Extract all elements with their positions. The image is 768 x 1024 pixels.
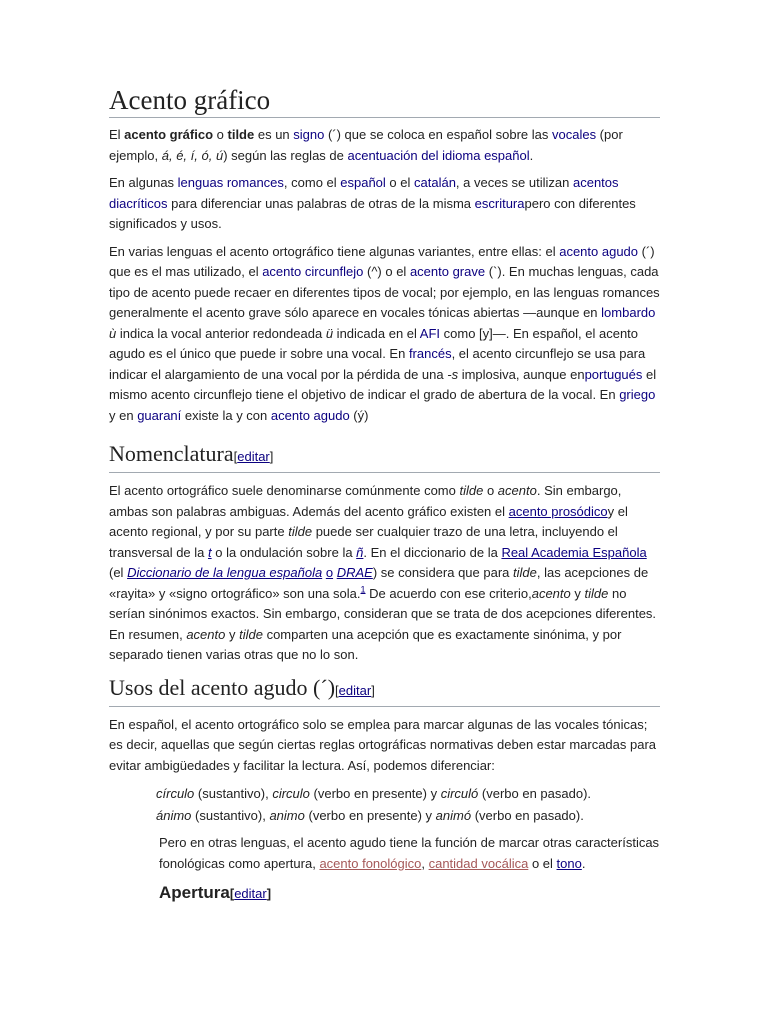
text: ) según las reglas de (223, 147, 348, 163)
text: (´) que se coloca en español sobre las (324, 127, 552, 142)
bold-term: acento gráfico (124, 127, 214, 142)
text: . En el diccionario de la (363, 544, 502, 560)
text: (verbo en presente) y (304, 808, 436, 823)
article (109, 84, 660, 906)
text: pero con diferentes significados y usos. (109, 195, 636, 231)
text: (por ejemplo, (109, 127, 623, 163)
text: o (213, 127, 228, 142)
heading-text: Usos del acento agudo (´) (109, 674, 336, 700)
example-item (156, 805, 660, 827)
edit-section-link-wrapper: [editar] (233, 449, 274, 464)
link-drae[interactable]: DRAE (336, 565, 373, 580)
edit-section-link-wrapper: [editar] (335, 682, 375, 698)
italic-text: ù (109, 325, 117, 341)
italic-text: animó (435, 808, 472, 823)
italic-text: á, é, í, ó, ú (161, 147, 224, 163)
text: no serían sinónimos exactos. Sin embargo, consideran que se trata de dos acepciones diferentes. En resumen, (109, 585, 657, 642)
link-acento-circunflejo[interactable]: acento circunflejo (262, 264, 364, 279)
intro-paragraph-3 (109, 242, 660, 427)
text: indica la vocal anterior redondeada (116, 325, 326, 341)
text: es un (254, 127, 294, 142)
usos-paragraph-2 (159, 833, 660, 874)
text: puede ser cualquier trazo de una letra, incluyendo el transversal de la (109, 524, 618, 560)
text: (verbo en presente) y (309, 786, 441, 801)
nomenclatura-paragraph (109, 481, 660, 666)
link-acentos-diacriticos[interactable]: acentos diacríticos (109, 175, 619, 211)
examples-list (109, 783, 660, 827)
text: , el acento circunflejo se usa para indicar el alargamiento de una vocal por la pérdida de una (109, 346, 646, 382)
italic-text: acento (186, 626, 226, 642)
text: comparten una acepción que es exactamente sinónima, y por separado tienen varias otras que no lo son. (109, 626, 622, 662)
text: , (421, 855, 429, 871)
italic-text: tilde (513, 565, 537, 580)
italic-text: acento (497, 483, 537, 498)
link-escritura[interactable]: escritura (474, 195, 525, 211)
edit-section-link[interactable]: editar (237, 449, 270, 464)
edit-section-link[interactable]: editar (338, 682, 372, 698)
link-acento-fonologico[interactable]: acento fonológico (319, 855, 422, 871)
text: o el (528, 855, 557, 871)
italic-text: tilde (239, 626, 263, 642)
text: (el (109, 565, 128, 580)
text: y el acento regional, y por su parte (109, 503, 628, 539)
link-afi[interactable]: AFI (419, 325, 441, 341)
indented-block (159, 833, 660, 906)
link-acento-agudo-2[interactable]: acento agudo (270, 407, 350, 423)
text: (verbo en pasado). (478, 786, 592, 801)
text: indicada en el (333, 325, 420, 341)
link-signo[interactable]: signo (293, 127, 325, 142)
link-t[interactable]: t (208, 544, 212, 560)
italic-text: ü (325, 325, 334, 341)
text: implosiva, aunque en (458, 366, 585, 382)
link-catalan[interactable]: catalán (414, 175, 456, 190)
section-heading-usos (109, 674, 660, 707)
italic-text: ánimo (156, 808, 192, 823)
link-cantidad-vocalica[interactable]: cantidad vocálica (428, 855, 529, 871)
text: como [y]—. En español, el acento agudo es el único que puede ir sobre una vocal. En (109, 325, 639, 361)
heading-text: Apertura (159, 883, 230, 902)
text: para diferenciar unas palabras de otras de la misma (167, 195, 475, 211)
text: En algunas (109, 175, 178, 190)
link-frances[interactable]: francés (408, 346, 452, 361)
italic-text: tilde (288, 524, 313, 539)
text: o (483, 483, 498, 498)
link-rae[interactable]: Real Academia Española (501, 544, 647, 560)
text: (verbo en pasado). (471, 808, 584, 823)
italic-text: tilde (584, 585, 609, 601)
italic-text: círculo (156, 786, 195, 801)
text: , las acepciones de «rayita» y «signo ortográfico» son una sola. (109, 565, 649, 601)
text: (^) o el (363, 264, 410, 279)
link-acento-grave[interactable]: acento grave (409, 264, 486, 279)
text: De acuerdo con ese criterio, (365, 585, 532, 601)
italic-text: animo (269, 808, 305, 823)
text: y en (109, 407, 138, 423)
italic-text: circuló (440, 786, 479, 801)
section-heading-apertura (159, 881, 660, 906)
link-acentuacion[interactable]: acentuación del idioma español (347, 147, 530, 163)
link-acento-prosodico[interactable]: acento prosódico (508, 503, 608, 519)
text: y (225, 626, 240, 642)
text: ) se considera que para (372, 565, 514, 580)
link-acento-agudo[interactable]: acento agudo (559, 243, 639, 259)
text: El acento ortográfico suele denominarse comúnmente como (109, 483, 460, 498)
reference-link[interactable]: 1 (360, 584, 366, 595)
link-o[interactable]: o (325, 565, 334, 580)
link-griego[interactable]: griego (619, 387, 656, 402)
text: (´) que es el mas utilizado, el (109, 243, 655, 279)
italic-text: circulo (272, 786, 310, 801)
text: Pero en otras lenguas, el acento agudo tiene la función de marcar otras características fonológicas como apertura, (159, 835, 660, 871)
page-title: Acento gráfico (109, 84, 660, 118)
text: o el (385, 175, 414, 190)
link-tono[interactable]: tono (556, 855, 582, 871)
edit-section-link-wrapper: [editar] (229, 886, 272, 901)
text: el mismo acento circunflejo tiene el objetivo de indicar el grado de abertura de la vocal. En (109, 366, 657, 402)
text: (`). En muchas lenguas, cada tipo de acento puede recaer en diferentes tipos de vocal; por ejemplo, en las lenguas romances generalmente el acento grave sólo aparece en vocales tónicas abiertas —aunque en (109, 264, 660, 320)
text: existe la y con (181, 407, 271, 423)
intro-paragraph-1 (109, 125, 660, 166)
text: . (529, 147, 534, 163)
link-portugues[interactable]: portugués (584, 366, 643, 382)
text: . Sin embargo, ambas son palabras ambiguas. Además del acento gráfico existen el (109, 483, 622, 519)
edit-section-link[interactable]: editar (234, 886, 267, 901)
link-espanol[interactable]: español (340, 175, 386, 190)
bold-term: tilde (227, 127, 255, 142)
text: o la ondulación sobre la (211, 544, 357, 560)
text: , a veces se utilizan (455, 175, 573, 190)
usos-paragraph: En español, el acento ortográfico solo se emplea para marcar algunas de las vocales tónicas; es decir, aquellas que según ciertas reglas ortográficas normativas deben estar marcadas para evitar ambigüedades y facilitar la lectura. Así, podemos diferenciar: (109, 716, 657, 773)
text: (sustantivo), (194, 786, 273, 801)
example-item (156, 783, 660, 805)
link-enie[interactable]: ñ (356, 544, 364, 560)
text: . (581, 855, 586, 871)
link-diccionario[interactable]: Diccionario de la lengua española (127, 565, 323, 580)
text: En varias lenguas el acento ortográfico tiene algunas variantes, entre ellas: el (109, 243, 560, 259)
link-guarani[interactable]: guaraní (137, 407, 182, 423)
link-lenguas-romances[interactable]: lenguas romances (177, 175, 284, 190)
link-lombardo[interactable]: lombardo (601, 305, 656, 320)
text: y (570, 585, 585, 601)
italic-text: tilde (459, 483, 484, 498)
text: , como el (283, 175, 341, 190)
link-vocales[interactable]: vocales (551, 127, 597, 142)
text: El (109, 127, 125, 142)
italic-text: -s (447, 366, 459, 382)
heading-text: Nomenclatura (109, 441, 234, 466)
section-heading-nomenclatura (109, 440, 660, 473)
text: (sustantivo), (191, 808, 270, 823)
italic-text: acento (531, 585, 571, 601)
text: (ý) (349, 407, 369, 423)
intro-paragraph-2 (109, 173, 660, 235)
